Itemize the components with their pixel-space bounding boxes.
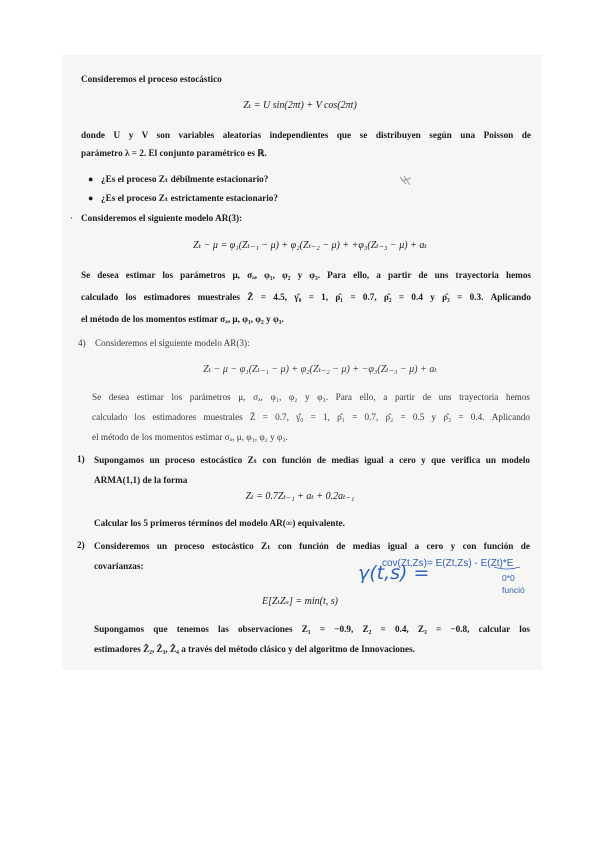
problem-c-line2: calculado los estimadores muestrales Z̄ = 0.7, γ̂₀ = 1, ρ̂₁ = 0.7, ρ̂₂ = 0.5 y ρ̂₃ = 0.4. Aplicando: [92, 412, 530, 422]
problem-a-desc-line1: donde U y V son variables aleatorias independientes que se distribuyen según una Poisson de: [81, 130, 531, 140]
problem-a-bullet-1: ¿Es el proceso Zₜ débilmente estacionario?: [101, 174, 269, 184]
problem-2-line1: Consideremos un proceso estocástico Zₜ con función de medias igual a cero y con función de: [94, 541, 530, 551]
problem-1-line2: ARMA(1,1) de la forma: [94, 475, 188, 485]
problem-2-line3: Supongamos que tenemos las observaciones Z₁ = −0.9, Z₂ = 0.4, Z₃ = −0.8, calcular los: [94, 624, 530, 634]
problem-2-line4: estimadores Ẑ₂, Ẑ₃, Ẑ₄ a través del método clásico y del algoritmo de Innovaciones.: [94, 644, 415, 654]
problem-b-equation: Zₜ − μ = φ₁(Zₜ₋₁ − μ) + φ₂(Zₜ₋₂ − μ) + +φ₃(Zₜ₋₃ − μ) + aₜ: [193, 240, 427, 251]
problem-1-line1: Supongamos un proceso estocástico Zₜ con función de medias igual a cero y que verifica un modelo: [94, 455, 530, 465]
problem-c-line1: Se desea estimar los parámetros μ, σₐ, φ₁, φ₂ y φ₃. Para ello, a partir de uns trayectoria hemos: [92, 392, 530, 402]
problem-1-equation: Zₜ = 0.7Zₜ₋₁ + aₜ + 0.2aₜ₋₁: [245, 491, 355, 502]
annotation-typed-text: cov(Zt,Zs)= E(Zt,Zs) - E(Zt)*E: [382, 558, 514, 569]
problem-b-line1: Se desea estimar los parámetros μ, σₐ, φ₁, φ₂ y φ₃. Para ello, a partir de uns trayectoria hemos: [81, 270, 531, 280]
problem-c-line3: el método de los momentos estimar σₐ, μ, φ₁, φ₂ y φ₃.: [92, 432, 288, 442]
problem-2-equation: E[ZₜZₛ] = min(t, s): [262, 596, 338, 607]
problem-c-intro: Consideremos el siguiente modelo AR(3):: [95, 338, 250, 348]
problem-a-bullet-2: ¿Es el proceso Zₜ estrictamente estacionario?: [101, 193, 278, 203]
problem-c-number: 4): [78, 338, 86, 348]
problem-1-line3: Calcular los 5 primeros términos del modelo AR(∞) equivalente.: [94, 518, 345, 528]
problem-a-intro: Consideremos el proceso estocástico: [81, 74, 222, 84]
problem-b-line2: calculado los estimadores muestrales Z̄ = 4.5, γ̂₀ = 1, ρ̂₁ = 0.7, ρ̂₂ = 0.4 y ρ̂₃ = 0.3. Aplicando: [81, 292, 531, 302]
problem-a-equation: Zₜ = U sin(2πt) + V cos(2πt): [243, 100, 357, 111]
problem-b-marker: ·: [70, 213, 74, 223]
problem-2-number: 2): [77, 540, 85, 550]
problem-1-number: 1): [77, 454, 85, 464]
pen-scribble-mark: [398, 174, 414, 188]
problem-b-intro: Consideremos el siguiente modelo AR(3):: [81, 213, 243, 223]
bullet-icon: ●: [88, 174, 94, 184]
handwritten-gamma: γ(t,s) =: [358, 562, 430, 584]
problem-2-line2: covarianzas:: [94, 561, 144, 571]
problem-b-line3: el método de los momentos estimar σₐ, μ, φ₁, φ₂ y φ₃.: [81, 314, 284, 324]
problem-c-equation: Zₜ − μ − φ₁(Zₜ₋₁ − μ) + φ₂(Zₜ₋₂ − μ) + −φ₃(Zₜ₋₃ − μ) + aₜ: [203, 364, 437, 375]
annotation-sub-1: 0*0: [502, 573, 515, 583]
problem-a-desc-line2: parámetro λ = 2. El conjunto paramétrico es ℝ.: [81, 148, 267, 158]
annotation-sub-2: funció: [502, 585, 525, 595]
bullet-icon: ●: [88, 193, 94, 203]
